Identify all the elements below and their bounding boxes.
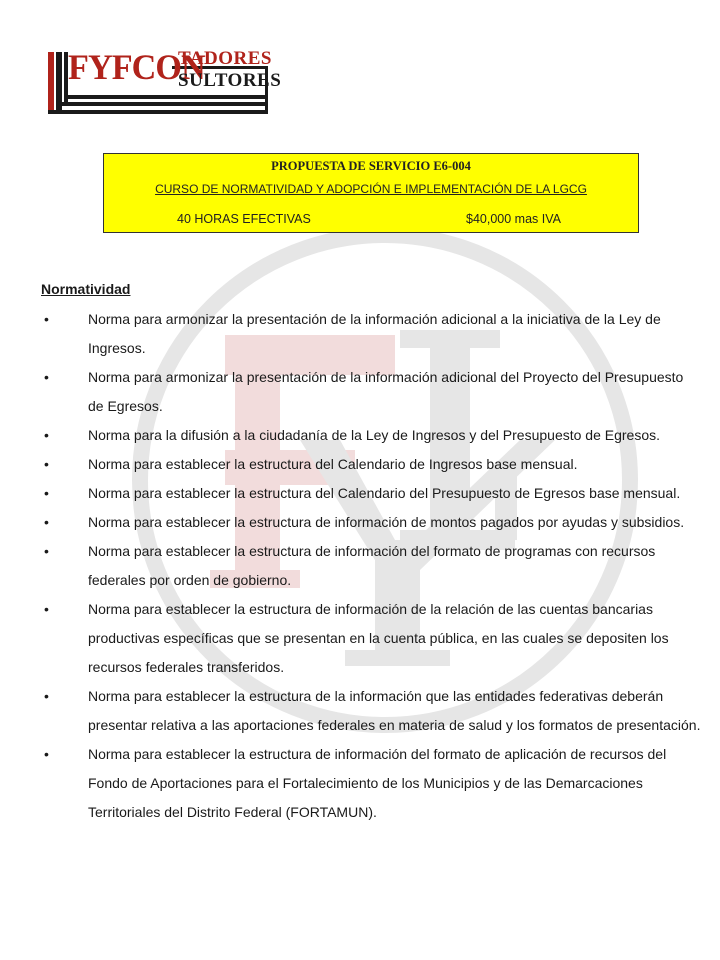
- list-item: [41, 740, 701, 827]
- section-title: Normatividad: [41, 281, 131, 297]
- list-item: [41, 479, 701, 508]
- logo-main-text: FYFCON: [68, 47, 205, 87]
- list-item: [41, 421, 701, 450]
- bullet: •: [44, 746, 49, 762]
- bullet: •: [44, 427, 49, 443]
- list-item: [41, 595, 701, 682]
- proposal-box: [103, 153, 639, 233]
- list-item-text: Norma para armonizar la presentación de la información adicional a la iniciativa de la Ley de Ingresos.: [88, 311, 661, 356]
- list-item: [41, 537, 701, 595]
- logo-line1-text: TADORES: [178, 48, 272, 69]
- bullet: •: [44, 456, 49, 472]
- list-item-text: Norma para establecer la estructura del Calendario de Ingresos base mensual.: [88, 456, 578, 472]
- bullet: •: [44, 514, 49, 530]
- bullet: •: [44, 485, 49, 501]
- bullet: •: [44, 543, 49, 559]
- list-item-text: Norma para establecer la estructura de información del formato de aplicación de recursos del Fondo de Aportaciones para el Fortalecimiento de los Municipios y de las Demarcaciones Territoriales del Distrito Federal (FORTAMUN).: [88, 746, 667, 820]
- logo-line2-text: SULTORES: [178, 70, 282, 91]
- list-item: [41, 682, 701, 740]
- bullet: •: [44, 369, 49, 385]
- list-item-text: Norma para establecer la estructura del Calendario del Presupuesto de Egresos base mensual.: [88, 485, 681, 501]
- list-item-text: Norma para establecer la estructura de información de montos pagados por ayudas y subsidios.: [88, 514, 685, 530]
- course-title: CURSO DE NORMATIVIDAD Y ADOPCIÓN E IMPLEMENTACIÓN DE LA LGCG: [155, 182, 587, 196]
- list-item-text: Norma para establecer la estructura de información de la relación de las cuentas bancarias productivas específicas que se presentan en la cuenta pública, en las cuales se depositen los recursos federales transferidos.: [88, 601, 669, 675]
- list-item-text: Norma para establecer la estructura de información del formato de programas con recursos federales por orden de gobierno.: [88, 543, 656, 588]
- list-item: [41, 508, 701, 537]
- norms-list: [41, 305, 701, 827]
- list-item: [41, 363, 701, 421]
- list-item: [41, 305, 701, 363]
- list-item-text: Norma para armonizar la presentación de la información adicional del Proyecto del Presupuesto de Egresos.: [88, 369, 684, 414]
- bullet: •: [44, 311, 49, 327]
- company-logo: [40, 40, 280, 120]
- list-item-text: Norma para la difusión a la ciudadanía de la Ley de Ingresos y del Presupuesto de Egresos.: [88, 427, 661, 443]
- list-item: [41, 450, 701, 479]
- list-item-text: Norma para establecer la estructura de la información que las entidades federativas deberán presentar relativa a las aportaciones federales en materia de salud y los formatos de presentación.: [88, 688, 701, 733]
- course-hours: 40 HORAS EFECTIVAS: [177, 212, 311, 226]
- bullet: •: [44, 601, 49, 617]
- course-price: $40,000 mas IVA: [466, 212, 561, 226]
- bullet: •: [44, 688, 49, 704]
- proposal-title: PROPUESTA DE SERVICIO E6-004: [271, 159, 471, 173]
